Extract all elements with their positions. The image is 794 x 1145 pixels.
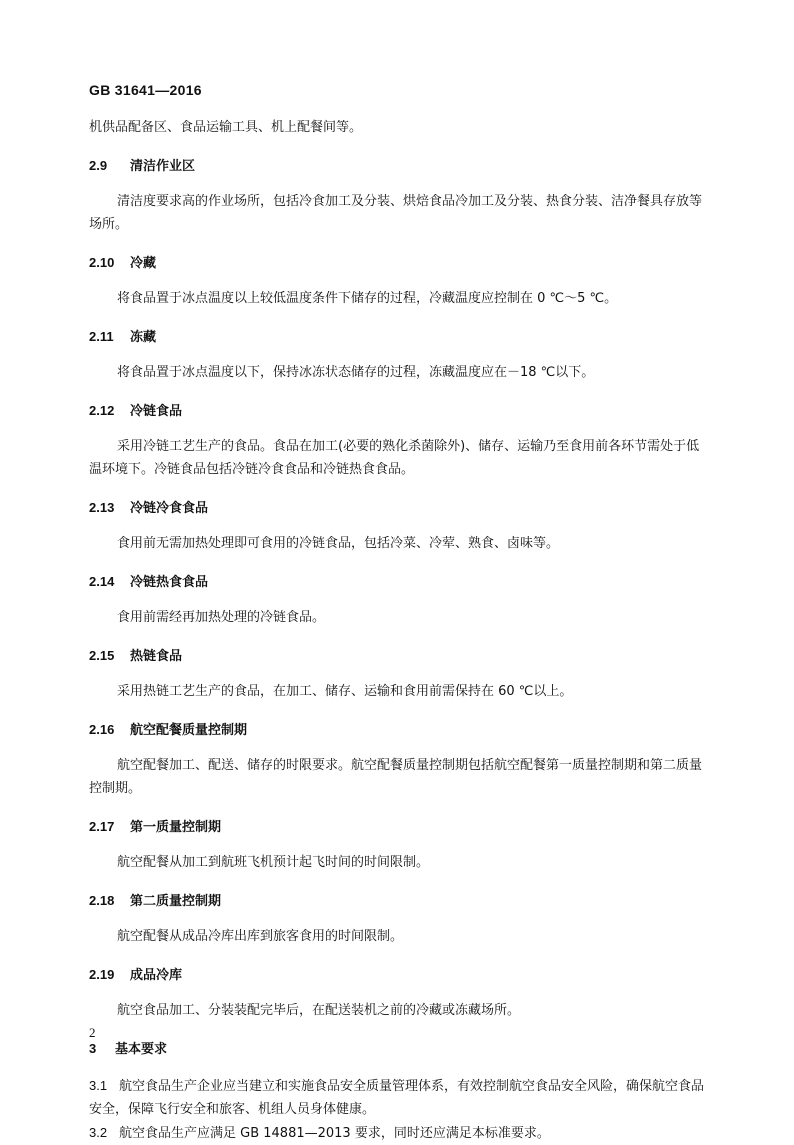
requirement-number: 3.1 <box>89 1078 108 1093</box>
term-definition: 航空配餐从成品冷库出库到旅客食用的时间限制。 <box>117 929 404 944</box>
term-heading <box>89 817 709 838</box>
term-heading <box>89 156 709 177</box>
term-heading <box>89 891 709 912</box>
term-heading <box>89 720 709 741</box>
term-title: 冻藏 <box>130 330 157 345</box>
term-number: 2.17 <box>89 819 115 834</box>
term-number: 2.16 <box>89 722 115 737</box>
term-heading <box>89 965 709 986</box>
continuation-text: 机供品配备区、食品运输工具、机上配餐间等。 <box>89 120 363 135</box>
requirement-item <box>89 1074 709 1121</box>
requirement-number: 3.2 <box>89 1125 108 1140</box>
term-heading <box>89 253 709 274</box>
section-heading <box>89 1039 709 1060</box>
term-list <box>89 156 709 1022</box>
term-entry <box>89 720 709 800</box>
term-definition: 航空食品加工、分装装配完毕后，在配送装机之前的冷藏或冻藏场所。 <box>117 1003 521 1018</box>
term-number: 2.19 <box>89 967 115 982</box>
section-title: 基本要求 <box>115 1042 168 1057</box>
term-entry <box>89 498 709 555</box>
term-entry <box>89 401 709 481</box>
term-entry <box>89 891 709 948</box>
term-definition: 航空配餐加工、配送、储存的时限要求。航空配餐质量控制期包括航空配餐第一质量控制期和第二质量控制期。 <box>89 758 703 796</box>
term-title: 航空配餐质量控制期 <box>130 723 248 738</box>
term-title: 冷藏 <box>130 256 157 271</box>
term-heading <box>89 498 709 519</box>
term-title: 第一质量控制期 <box>130 820 222 835</box>
term-number: 2.12 <box>89 403 115 418</box>
term-title: 第二质量控制期 <box>130 894 222 909</box>
term-definition: 将食品置于冰点温度以上较低温度条件下储存的过程，冷藏温度应控制在 0 ℃～5 ℃。 <box>117 291 618 306</box>
page-number: 2 <box>89 1025 96 1040</box>
requirement-list <box>89 1074 709 1145</box>
term-title: 冷链食品 <box>130 404 183 419</box>
term-definition: 航空配餐从加工到航班飞机预计起飞时间的时间限制。 <box>117 855 430 870</box>
requirement-text: 航空食品生产应满足 GB 14881—2013 要求，同时还应满足本标准要求。 <box>119 1126 550 1141</box>
requirement-item <box>89 1121 709 1145</box>
term-definition: 食用前无需加热处理即可食用的冷链食品，包括冷菜、冷荤、熟食、卤味等。 <box>117 536 560 551</box>
term-heading <box>89 646 709 667</box>
document-body <box>89 116 709 1145</box>
term-title: 冷链冷食食品 <box>130 501 209 516</box>
term-title: 冷链热食食品 <box>130 575 209 590</box>
section-number: 3 <box>89 1041 97 1056</box>
term-number: 2.13 <box>89 500 115 515</box>
term-number: 2.15 <box>89 648 115 663</box>
term-number: 2.14 <box>89 574 115 589</box>
term-number: 2.11 <box>89 329 114 344</box>
term-number: 2.10 <box>89 255 115 270</box>
term-definition: 采用热链工艺生产的食品，在加工、储存、运输和食用前需保持在 60 ℃以上。 <box>117 684 573 699</box>
requirement-text: 航空食品生产企业应当建立和实施食品安全质量管理体系，有效控制航空食品安全风险，确保航空食品安全，保障飞行安全和旅客、机组人员身体健康。 <box>89 1079 705 1117</box>
term-entry <box>89 965 709 1022</box>
standard-code-header: GB 31641—2016 <box>89 82 202 98</box>
term-number: 2.9 <box>89 158 108 173</box>
term-title: 成品冷库 <box>130 968 183 983</box>
term-heading <box>89 327 709 348</box>
term-definition: 清洁度要求高的作业场所，包括冷食加工及分装、烘焙食品冷加工及分装、热食分装、洁净餐具存放等场所。 <box>89 194 703 232</box>
term-entry <box>89 817 709 874</box>
term-entry <box>89 646 709 703</box>
term-number: 2.18 <box>89 893 115 908</box>
term-entry <box>89 572 709 629</box>
term-heading <box>89 401 709 422</box>
term-definition: 将食品置于冰点温度以下，保持冰冻状态储存的过程，冻藏温度应在－18 ℃以下。 <box>117 365 595 380</box>
term-heading <box>89 572 709 593</box>
term-definition: 食用前需经再加热处理的冷链食品。 <box>117 610 326 625</box>
term-title: 热链食品 <box>130 649 183 664</box>
term-entry <box>89 327 709 384</box>
term-entry <box>89 253 709 310</box>
term-definition: 采用冷链工艺生产的食品。食品在加工(必要的熟化杀菌除外)、储存、运输乃至食用前各环节需处于低温环境下。冷链食品包括冷链冷食食品和冷链热食食品。 <box>89 439 700 477</box>
term-entry <box>89 156 709 236</box>
term-title: 清洁作业区 <box>130 159 196 174</box>
